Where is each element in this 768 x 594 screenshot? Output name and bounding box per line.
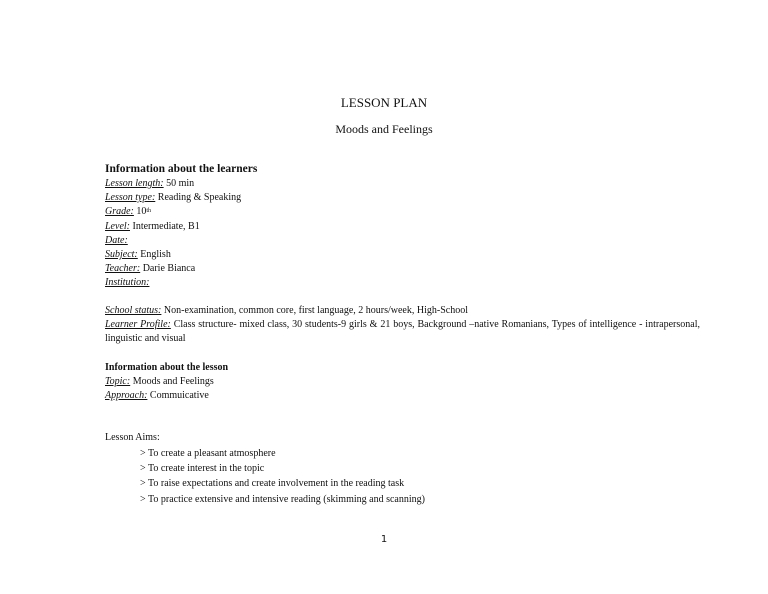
grade-row (105, 205, 700, 219)
grade-value: 10 (133, 206, 147, 218)
teacher-label: Teacher: (105, 263, 141, 275)
learner-profile-label: Learner Profile: (105, 319, 171, 331)
topic-row (105, 375, 700, 389)
lesson-type-value: Reading & Speaking (155, 192, 242, 204)
topic-label: Topic: (105, 376, 131, 388)
date-row (105, 234, 700, 248)
institution-label: Institution: (105, 277, 150, 289)
page-title: LESSON PLAN (340, 95, 428, 110)
school-status-row (105, 304, 700, 318)
subject-label: Subject: (105, 249, 138, 261)
school-section (105, 304, 700, 347)
page-subtitle: Moods and Feelings (335, 122, 433, 136)
institution-row (105, 276, 700, 290)
aim-item: > To create interest in the topic (140, 463, 265, 475)
level-row (105, 220, 700, 234)
school-status-value: Non-examination, common core, first language, 2 hours/week, High-School (161, 305, 468, 316)
lesson-type-label: Lesson type: (105, 192, 156, 204)
learner-profile-value: Class structure- mixed class, 30 students-9 girls & 21 boys, Background –native Romanians, Types of intelligence - intrapersonal, linguistic and visual (105, 319, 700, 345)
approach-row (105, 389, 700, 403)
lesson-length-value: 50 min (163, 178, 195, 189)
learners-section (105, 162, 700, 291)
level-value: Intermediate, B1 (130, 220, 200, 232)
aim-item: > To create a pleasant atmosphere (140, 448, 276, 459)
teacher-row (105, 262, 700, 276)
school-status-label: School status: (105, 305, 162, 316)
lesson-heading: Information about the lesson (105, 362, 229, 373)
aim-item: > To practice extensive and intensive reading (skimming and scanning) (140, 493, 425, 505)
subject-value: English (137, 249, 171, 261)
learners-heading: Information about the learners (105, 163, 258, 175)
approach-label: Approach: (105, 390, 148, 402)
teacher-value: Darie Bianca (140, 263, 196, 275)
subject-row (105, 248, 700, 262)
lesson-section (105, 361, 700, 404)
aim-item: > To raise expectations and create involvement in the reading task (140, 478, 405, 490)
aims-list (140, 446, 425, 507)
page-number: 1 (380, 534, 388, 545)
aims-heading: Lesson Aims: (105, 432, 160, 443)
lesson-type-row (105, 191, 700, 205)
approach-value: Commuicative (147, 390, 209, 402)
topic-value: Moods and Feelings (130, 376, 214, 388)
lesson-length-label: Lesson length: (105, 178, 164, 189)
level-label: Level: (105, 220, 130, 232)
lesson-length-row (105, 177, 700, 191)
date-label: Date: (105, 234, 128, 246)
grade-label: Grade: (105, 206, 134, 218)
learner-profile-row (105, 318, 700, 346)
grade-sup: th (146, 208, 152, 215)
